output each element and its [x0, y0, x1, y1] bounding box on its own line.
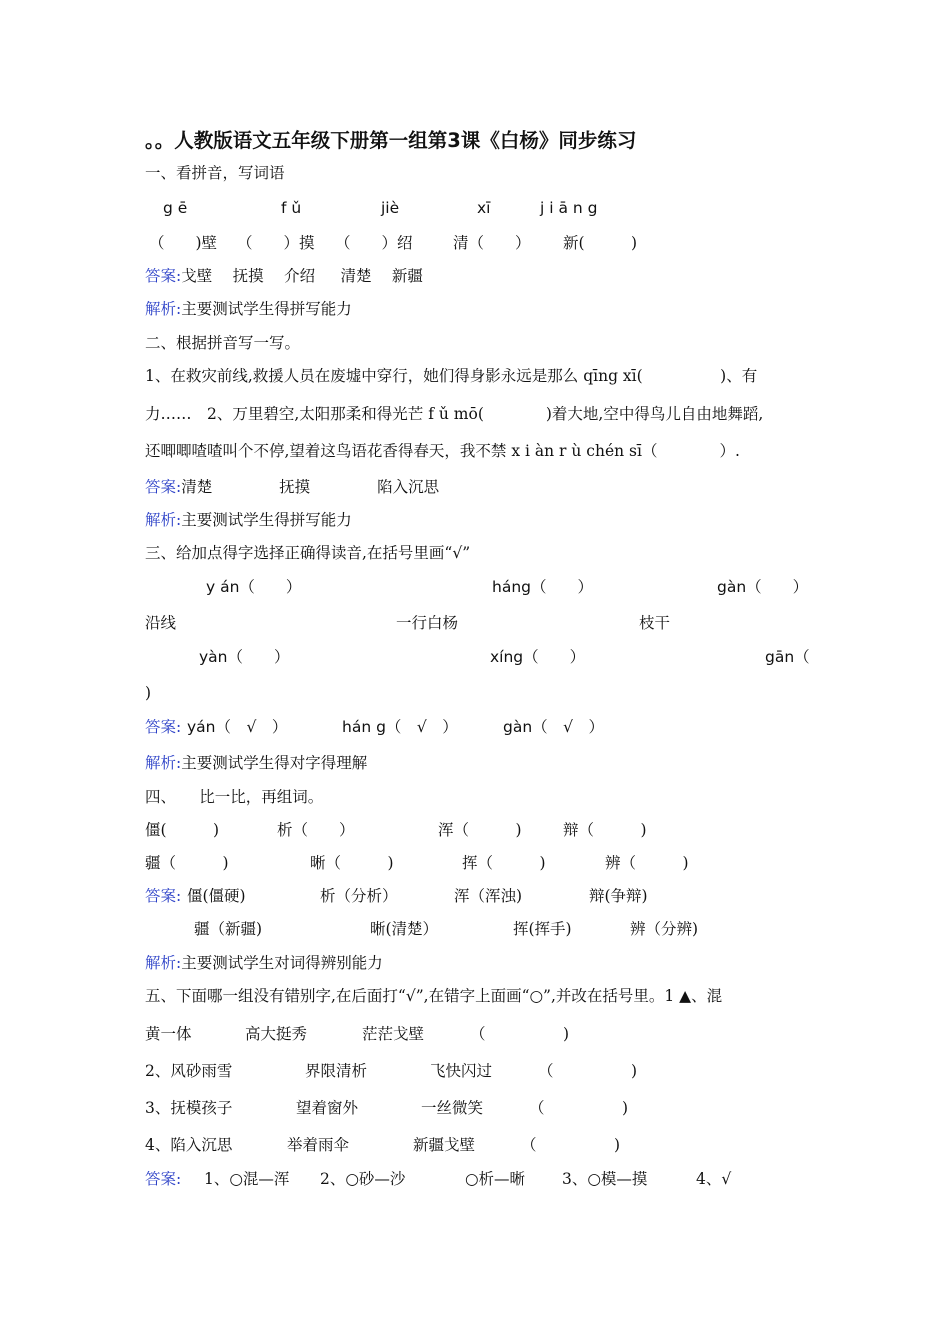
reading-option: yàn（ ） — [199, 648, 290, 666]
group-item: 望着窗外 — [296, 1099, 359, 1117]
word: 沿线 — [145, 614, 177, 632]
reading-option: háng（ ） — [492, 578, 593, 596]
compare-item: 浑（ ) — [438, 821, 522, 839]
answer-label: 答案: — [145, 1170, 182, 1188]
answer-label: 答案: — [145, 718, 182, 736]
section-2-line-1: 1、在救灾前线,救援人员在废墟中穿行，她们得身影永远是那么 qīng xī( )、有 — [145, 367, 758, 385]
group-item: （ ) — [538, 1062, 638, 1080]
blank-4: 清（ ） — [453, 234, 531, 252]
group-item: 举着雨伞 — [287, 1136, 350, 1154]
section-3-heading: 三、给加点得字选择正确得读音,在括号里画“√” — [145, 544, 471, 562]
pinyin-4: xī — [477, 199, 491, 217]
answer-label: 答案: — [145, 478, 182, 496]
group-item: 黄一体 — [145, 1025, 192, 1043]
blank-1: （ )壁 — [149, 234, 218, 252]
compare-item: 辨（ ) — [605, 854, 689, 872]
analysis-text: 主要测试学生得拼写能力 — [181, 511, 352, 529]
blank-3: （ ）绍 — [335, 234, 413, 252]
answer-text: 1、○混—浑 — [204, 1170, 290, 1188]
section-1-heading: 一、看拼音，写词语 — [145, 164, 285, 182]
page-title: 。。人教版语文五年级下册第一组第3课《白杨》同步练习 — [145, 129, 637, 152]
blank-2: （ ）摸 — [237, 234, 315, 252]
compare-item: 晰（ ) — [310, 854, 394, 872]
answer-text: 3、○模—摸 — [562, 1170, 648, 1188]
analysis-text: 主要测试学生对词得辨别能力 — [181, 954, 383, 972]
answer-text: gàn（ √ ） — [503, 718, 605, 736]
compare-item: 疆（ ) — [145, 854, 229, 872]
answer-text: 挥(挥手) — [513, 920, 572, 938]
group-item: 一丝微笑 — [421, 1099, 484, 1117]
compare-item: 僵( ) — [145, 821, 220, 839]
analysis-label: 解析: — [145, 300, 182, 318]
answer-text: 辩(争辩) — [589, 887, 648, 905]
pinyin-5: j i ā n g — [540, 199, 598, 217]
answer-text: hán g（ √ ） — [342, 718, 458, 736]
group-item: 新疆戈壁 — [413, 1136, 476, 1154]
blank-5: 新( ) — [563, 234, 638, 252]
group-item: 飞快闪过 — [430, 1062, 493, 1080]
pinyin-3: jiè — [381, 199, 400, 217]
analysis-label: 解析: — [145, 511, 182, 529]
answer-text: ○析—晰 — [465, 1170, 526, 1188]
section-2-answer — [145, 477, 439, 497]
answer-label: 答案: — [145, 267, 182, 285]
group-item: 茫茫戈壁 — [362, 1025, 425, 1043]
section-1-answer — [145, 266, 423, 286]
section-4-heading: 四、 比一比，再组词。 — [145, 788, 324, 806]
reading-option: xíng（ ） — [490, 648, 586, 666]
answer-text: 清楚 抚摸 陷入沉思 — [181, 478, 440, 496]
compare-item: 析（ ） — [277, 821, 355, 839]
answer-text: 浑（浑浊) — [454, 887, 523, 905]
reading-option: gān（ — [765, 648, 810, 666]
analysis-text: 主要测试学生得拼写能力 — [181, 300, 352, 318]
compare-item: 挥（ ) — [462, 854, 546, 872]
reading-option: y án（ ） — [206, 578, 302, 596]
reading-option: gàn（ ） — [717, 578, 809, 596]
analysis-text: 主要测试学生得对字得理解 — [181, 754, 368, 772]
answer-text: 2、○砂—沙 — [320, 1170, 406, 1188]
analysis-label: 解析: — [145, 954, 182, 972]
group-item: （ ) — [529, 1099, 629, 1117]
group-item: 2、风砂雨雪 — [145, 1062, 233, 1080]
answer-text: 僵(僵硬) — [187, 887, 246, 905]
section-3-analysis — [145, 753, 367, 773]
section-2-analysis — [145, 510, 352, 530]
reading-option-close: ) — [145, 684, 152, 702]
pinyin-2: f ǔ — [281, 199, 302, 217]
answer-text: 晰(清楚） — [370, 920, 439, 938]
answer-text: 戈壁 抚摸 介绍 清楚 新疆 — [181, 267, 423, 285]
answer-label: 答案: — [145, 887, 182, 905]
analysis-label: 解析: — [145, 754, 182, 772]
answer-text: yán（ √ ） — [187, 718, 288, 736]
pinyin-1: g ē — [163, 199, 188, 217]
group-item: 界限清析 — [305, 1062, 368, 1080]
answer-text: 析（分析） — [320, 887, 398, 905]
group-item: 高大挺秀 — [245, 1025, 308, 1043]
section-2-heading: 二、根据拼音写一写。 — [145, 334, 301, 352]
answer-text: 辨（分辨) — [630, 920, 699, 938]
word: 枝干 — [639, 614, 671, 632]
section-1-analysis — [145, 299, 352, 319]
compare-item: 辩（ ) — [563, 821, 647, 839]
group-item: 4、陷入沉思 — [145, 1136, 233, 1154]
section-2-line-2: 力…… 2、万里碧空,太阳那柔和得光芒 f ǔ mō( )着大地,空中得鸟儿自由地舞蹈, — [145, 405, 764, 423]
group-item: （ ) — [470, 1025, 570, 1043]
answer-text: 4、√ — [696, 1170, 732, 1188]
section-5-heading: 五、下面哪一组没有错别字,在后面打“√”,在错字上面画“○”,并改在括号里。1 ▲、混 — [145, 987, 723, 1005]
word: 一行白杨 — [396, 614, 459, 632]
answer-text: 疆（新疆) — [194, 920, 263, 938]
group-item: （ ) — [521, 1136, 621, 1154]
section-2-line-3: 还唧唧喳喳叫个不停,望着这鸟语花香得春天，我不禁 x i àn r ù chén sī（ ）. — [145, 442, 740, 460]
group-item: 3、抚模孩子 — [145, 1099, 233, 1117]
section-4-analysis — [145, 953, 383, 973]
